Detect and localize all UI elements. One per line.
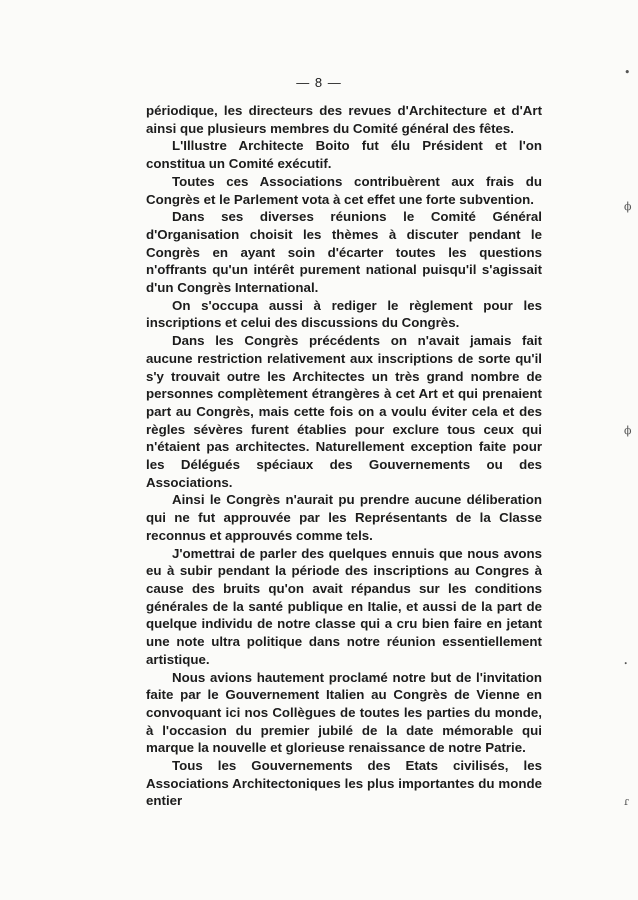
margin-mark: •: [624, 66, 631, 79]
paragraph: Nous avions hautement proclamé notre but de l'invitation faite par le Gouvernement Italien au Congrès de Vienne en convoquant ici nos Collègues de toutes les parties du monde, à l'occasion du premier jubilé de la date mémorable qui marque la nouvelle et glorieuse renaissance de notre Patrie.: [146, 669, 542, 756]
margin-mark: ϕ: [624, 200, 632, 213]
margin-mark: ꞏ: [624, 657, 628, 670]
paragraph: Ainsi le Congrès n'aurait pu prendre aucune déliberation qui ne fut approuvée par les Représentants de la Classe reconnus et approuvés comme tels.: [146, 492, 542, 543]
paragraph: L'Illustre Architecte Boito fut élu Président et l'on constitua un Comité exécutif.: [146, 138, 542, 172]
paragraph: Toutes ces Associations contribuèrent aux frais du Congrès et le Parlement vota à cet effet une forte subvention.: [146, 173, 542, 207]
document-body: [146, 102, 542, 810]
paragraph: On s'occupa aussi à rediger le règlement pour les inscriptions et celui des discussions du Congrès.: [146, 297, 542, 331]
margin-mark: ɾ: [624, 795, 629, 808]
paragraph: périodique, les directeurs des revues d'Architecture et d'Art ainsi que plusieurs membres du Comité général des fêtes.: [146, 103, 542, 136]
paragraph: Dans les Congrès précédents on n'avait jamais fait aucune restriction relativement aux inscriptions de sorte qu'il s'y trouvait outre les Architectes un très grand nombre de personnes complètement étrangères à cet Art et qui prenaient part au Congrès, mais cette fois on a voulu éviter cela et des règles sévères furent établies pour exclure tous ceux qui n'étaient pas architectes. Naturellement exception faite pour les Délégués spéciaux des Gouvernements ou des Associations.: [146, 333, 542, 490]
paragraph: Dans ses diverses réunions le Comité Général d'Organisation choisit les thèmes à discuter pendant le Congrès en ayant soin d'écarter toutes les questions n'offrants qu'un intérêt purement national puisqu'il s'agissait d'un Congrès International.: [146, 209, 542, 296]
paragraph: Tous les Gouvernements des Etats civilisés, les Associations Architectoniques les plus importantes du monde entier: [146, 758, 542, 809]
margin-mark: ϕ: [624, 424, 632, 437]
paragraph: J'omettrai de parler des quelques ennuis que nous avons eu à subir pendant la période des inscriptions au Congres à cause des bruits qu'on avait répandus sur les conditions générales de la santé publique en Italie, et aussi de la part de quelque individu de notre classe qui a cru bien faire en jetant une note ultra politique dans notre réunion essentiellement artistique.: [146, 545, 542, 667]
page-number: — 8 —: [296, 75, 342, 90]
